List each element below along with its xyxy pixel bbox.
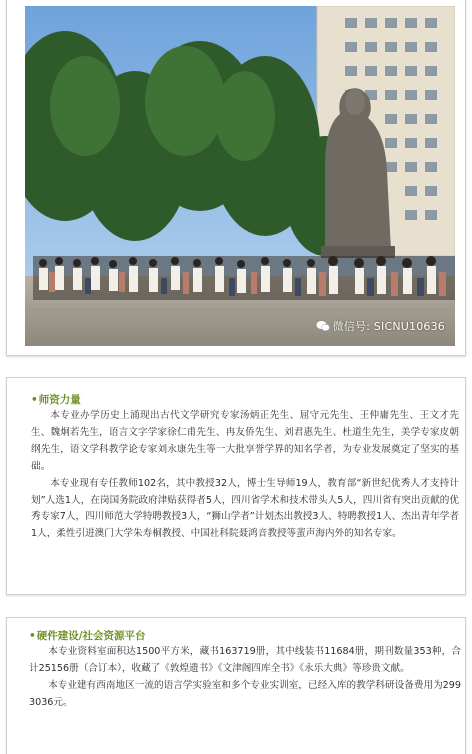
bullet-icon: •	[31, 394, 38, 406]
campus-photo	[25, 6, 455, 346]
wechat-watermark	[316, 318, 445, 334]
wechat-icon	[316, 320, 330, 332]
hardware-paragraph-1: 本专业资料室面积达1500平方米，藏书163719册，其中线装书11684册，期刊数量353种，合计25156册（合订本），收藏了《敦煌遗书》《文津阁四库全书》《永乐大典》等珍贵文献。	[29, 646, 461, 674]
faculty-title-text: 师资力量	[38, 394, 81, 406]
faculty-section-card	[6, 377, 466, 595]
campus-photo-illustration	[25, 6, 455, 346]
faculty-paragraph-1: 本专业办学历史上涌现出古代文学研究专家汤炳正先生、屈守元先生、王仲庸先生、王文才先生、魏炯若先生，语言文字学家徐仁甫先生、冉友侨先生、刘君惠先生、杜道生先生，美学专家皮朝纲先生，语文学科教学论专家刘永康先生等一大批享誉学界的知名学者，为专业发展奠定了坚实的基础。	[31, 410, 459, 472]
hardware-section-card	[6, 617, 466, 754]
hardware-title-text: 硬件建设/社会资源平台	[36, 630, 146, 642]
faculty-section-title	[31, 392, 459, 408]
photo-card	[6, 0, 466, 356]
faculty-paragraph-2: 本专业现有专任教师102名，其中教授32人，博士生导师19人，教育部“新世纪优秀人才支持计划”人选1人，在岗国务院政府津贴获得者5人，四川省学术和技术带头人5人，四川省有突出贡献的优秀专家7人，四川师范大学特聘教授3人，“狮山学者”计划杰出教授3人、特聘教授1人、杰出青年学者1人，柔性引进澳门大学朱寿桐教授、中国社科院聂鸿音教授等蜚声海内外的知名专家。	[31, 477, 459, 540]
bullet-icon: •	[29, 630, 36, 642]
watermark-text: 微信号: SICNU10636	[332, 320, 445, 333]
hardware-section-title	[29, 628, 461, 644]
hardware-paragraph-2: 本专业建有西南地区一流的语言学实验室和多个专业实训室，已经入库的教学科研设备费用为2993036元。	[29, 679, 461, 708]
